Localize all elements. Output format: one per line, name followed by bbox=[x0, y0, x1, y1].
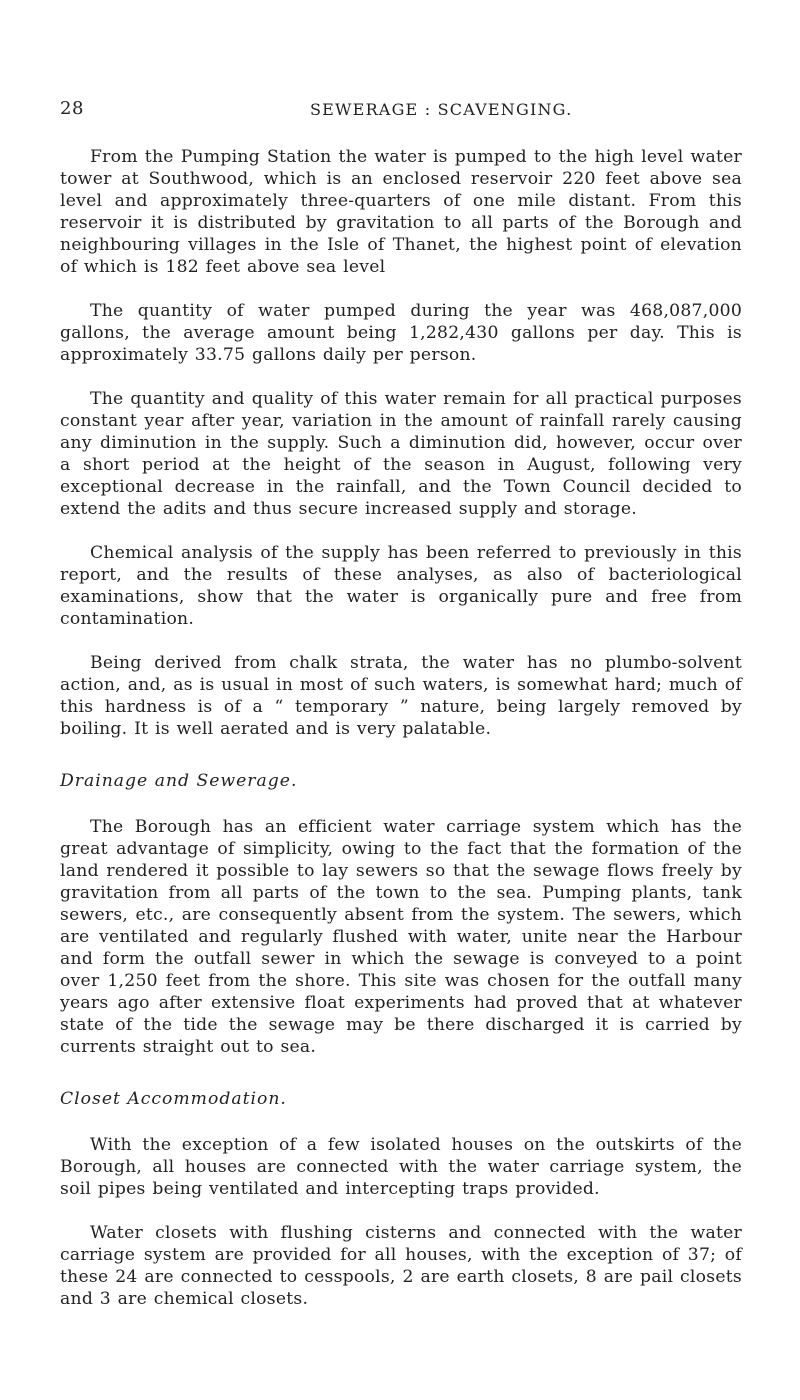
paragraph-supply-constancy: The quantity and quality of this water remain for all practical purposes constant year after year, variation in the amount of rainfall rarely causing any diminution in the supply. Such a diminution did, however, occur over a short period at the height of the season in August, following very exceptional decrease in the rainfall, and the Town Council decided to extend the adits and thus secure increased supply and storage. bbox=[60, 389, 742, 519]
running-header bbox=[60, 98, 742, 126]
paragraph-quantity-pumped: The quantity of water pumped during the year was 468,087,000 gallons, the average amount being 1,282,430 gallons per day. This is approximately 33.75 gallons daily per person. bbox=[60, 301, 742, 365]
paragraph-hardness: Being derived from chalk strata, the water has no plumbo-solvent action, and, as is usual in most of such waters, is somewhat hard; much of this hardness is of a “ temporary ” nature, being largely removed by boiling. It is well aerated and is very palatable. bbox=[60, 653, 742, 739]
paragraph-closet-connection: With the exception of a few isolated houses on the outskirts of the Borough, all houses are connected with the water carriage system, the soil pipes being ventilated and intercepting traps provided. bbox=[60, 1135, 742, 1199]
document-page bbox=[60, 98, 742, 1332]
running-title: SEWERAGE : SCAVENGING. bbox=[310, 100, 573, 119]
paragraph-water-closets: Water closets with flushing cisterns and connected with the water carriage system are provided for all houses, with the exception of 37; of these 24 are connected to cesspools, 2 are earth closets, 8 are pail closets and 3 are chemical closets. bbox=[60, 1223, 742, 1309]
section-heading-closet: Closet Accommodation. bbox=[60, 1089, 287, 1109]
section-heading-drainage: Drainage and Sewerage. bbox=[60, 771, 298, 791]
paragraph-drainage-system: The Borough has an efficient water carriage system which has the great advantage of simplicity, owing to the fact that the formation of the land rendered it possible to lay sewers so that the sewage flows freely by gravitation from all parts of the town to the sea. Pumping plants, tank sewers, etc., are consequently absent from the system. The sewers, which are ventilated and regularly flushed with water, unite near the Harbour and form the outfall sewer in which the sewage is conveyed to a point over 1,250 feet from the shore. This site was chosen for the outfall many years ago after extensive float experiments had proved that at whatever state of the tide the sewage may be there discharged it is carried by currents straight out to sea. bbox=[60, 817, 742, 1057]
page-number: 28 bbox=[60, 98, 84, 119]
paragraph-pumping-distribution: From the Pumping Station the water is pumped to the high level water tower at Southwood, which is an enclosed reservoir 220 feet above sea level and approximately three-quarters of one mile distant. From this reservoir it is distributed by gravitation to all parts of the Borough and neighbouring villages in the Isle of Thanet, the highest point of elevation of which is 182 feet above sea level bbox=[60, 147, 742, 277]
paragraph-chemical-analysis: Chemical analysis of the supply has been referred to previously in this report, and the results of these analyses, as also of bacteriological examinations, show that the water is organically pure and free from contamination. bbox=[60, 543, 742, 629]
